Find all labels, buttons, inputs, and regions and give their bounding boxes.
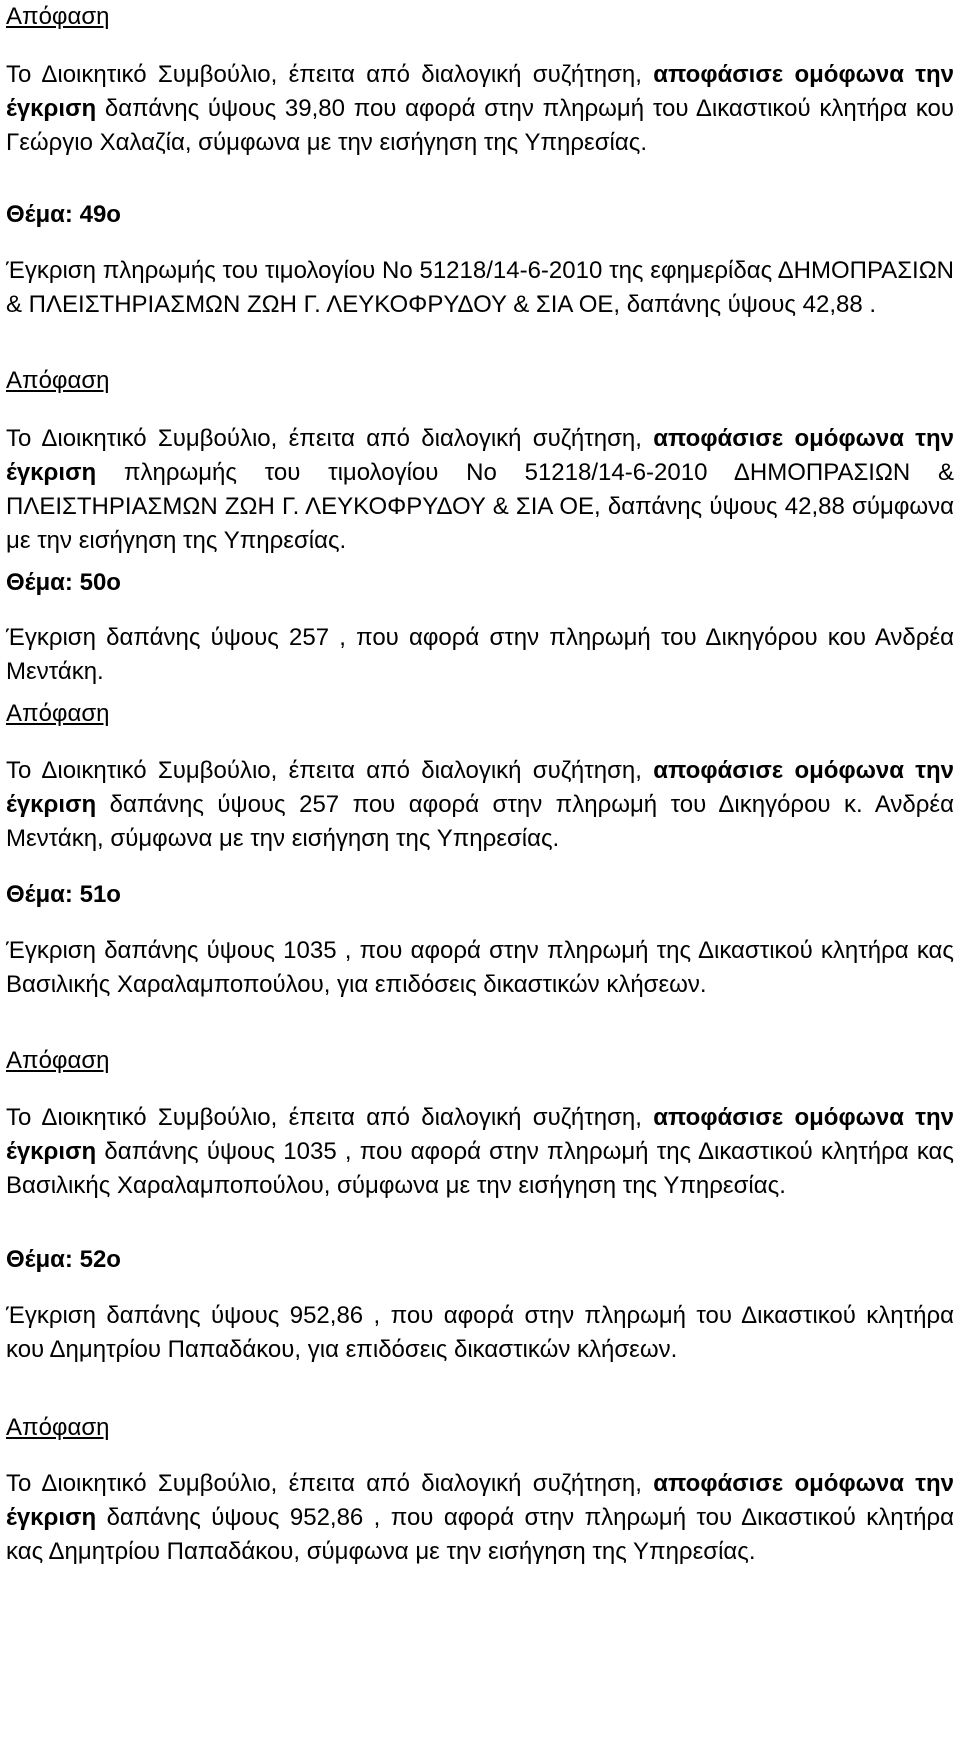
topic-subject: Έγκριση πληρωμής του τιμολογίου Νο 51218/14-6-2010 της εφημερίδας ΔΗΜΟΠΡΑΣΙΩΝ & ΠΛΕΙΣΤΗΡΙΑΣΜΩΝ ΖΩΗ Γ. ΛΕΥΚΟΦΡΥΔΟΥ & ΣΙΑ ΟΕ, δαπάνης ύψους 42,88 . [6,257,954,318]
topic-51-title-wrap [6,878,954,912]
board-prefix: Το Διοικητικό Συμβούλιο, έπειτα από διαλογική συζήτηση, [6,1470,642,1497]
decision-rest: δαπάνης ύψους 257 που αφορά στην πληρωμή του Δικηγόρου κ. Ανδρέα Μεντάκη, σύμφωνα με την εισήγηση της Υπηρεσίας. [6,791,954,852]
decision-paragraph-49 [6,422,954,558]
board-prefix: Το Διοικητικό Συμβούλιο, έπειτα από διαλογική συζήτηση, [6,61,642,88]
decision-section-0 [6,0,954,34]
topic-subject: Έγκριση δαπάνης ύψους 257 , που αφορά στην πληρωμή του Δικηγόρου κου Ανδρέα Μεντάκη. [6,624,954,685]
decision-heading: Απόφαση [6,1047,110,1074]
decision-heading: Απόφαση [6,700,110,727]
decision-section-52 [6,1411,954,1445]
topic-title: Θέμα: 49ο [6,201,121,228]
decision-section-49 [6,364,954,398]
topic-49-subject-wrap [6,254,954,322]
decided-word: αποφάσισε [653,757,784,784]
decision-rest: δαπάνης ύψους 39,80 που αφορά στην πληρωμή του Δικαστικού κλητήρα κου Γεώργιο Χαλαζία, σύμφωνα με την εισήγηση της Υπηρεσίας. [6,95,954,156]
decision-paragraph-51 [6,1101,954,1203]
topic-title: Θέμα: 51ο [6,881,121,908]
decision-text [6,422,954,558]
topic-title: Θέμα: 50ο [6,569,121,596]
board-prefix: Το Διοικητικό Συμβούλιο, έπειτα από διαλογική συζήτηση, [6,1104,642,1131]
topic-subject: Έγκριση δαπάνης ύψους 952,86 , που αφορά στην πληρωμή του Δικαστικού κλητήρα κου Δημητρίου Παπαδάκου, για επιδόσεις δικαστικών κλήσεων. [6,1302,954,1363]
decision-paragraph-0 [6,58,954,160]
decision-text [6,58,954,160]
topic-52-subject-wrap [6,1299,954,1367]
board-prefix: Το Διοικητικό Συμβούλιο, έπειτα από διαλογική συζήτηση, [6,425,642,452]
decision-section-51 [6,1044,954,1078]
decision-rest: δαπάνης ύψους 1035 , που αφορά στην πληρωμή της Δικαστικού κλητήρα κας Βασιλικής Χαραλαμποπούλου, σύμφωνα με την εισήγηση της Υπηρεσίας. [6,1138,955,1199]
unanimous-approval: ομόφωνα την έγκριση [6,1104,954,1165]
decision-rest: πληρωμής του τιμολογίου Νο 51218/14-6-2010 ΔΗΜΟΠΡΑΣΙΩΝ & ΠΛΕΙΣΤΗΡΙΑΣΜΩΝ ΖΩΗ Γ. ΛΕΥΚΟΦΡΥΔΟΥ & ΣΙΑ ΟΕ, δαπάνης ύψους 42,88 σύμφωνα με την εισήγηση της Υπηρεσίας. [6,459,954,554]
topic-52-title-wrap [6,1243,954,1277]
decision-rest: δαπάνης ύψους 952,86 , που αφορά στην πληρωμή του Δικαστικού κλητήρα κας Δημητρίου Παπαδάκου, σύμφωνα με την εισήγηση της Υπηρεσίας. [6,1504,954,1565]
decision-paragraph-52 [6,1467,954,1569]
unanimous-approval: ομόφωνα την έγκριση [6,425,954,486]
decided-word: αποφάσισε [653,1104,784,1131]
board-prefix: Το Διοικητικό Συμβούλιο, έπειτα από διαλογική συζήτηση, [6,757,642,784]
unanimous-approval: ομόφωνα την έγκριση [6,1470,954,1531]
decided-word: αποφάσισε [653,61,784,88]
topic-title: Θέμα: 52ο [6,1246,121,1273]
decision-section-50 [6,697,954,731]
decision-heading: Απόφαση [6,1414,110,1441]
decided-word: αποφάσισε [653,425,784,452]
unanimous-approval: ομόφωνα την έγκριση [6,757,954,818]
decision-paragraph-50 [6,754,954,856]
topic-51-subject-wrap [6,934,954,1002]
topic-50-title-wrap [6,566,954,600]
topic-subject: Έγκριση δαπάνης ύψους 1035 , που αφορά στην πληρωμή της Δικαστικού κλητήρα κας Βασιλικής Χαραλαμποπούλου, για επιδόσεις δικαστικών κλήσεων. [6,937,954,998]
decided-word: αποφάσισε [653,1470,784,1497]
decision-text [6,1101,954,1203]
decision-heading: Απόφαση [6,367,110,394]
decision-text [6,1467,954,1569]
decision-heading: Απόφαση [6,3,110,30]
topic-49-title-wrap [6,198,954,232]
topic-50-subject-wrap [6,621,954,689]
unanimous-approval: ομόφωνα την έγκριση [6,61,954,122]
decision-text [6,754,954,856]
